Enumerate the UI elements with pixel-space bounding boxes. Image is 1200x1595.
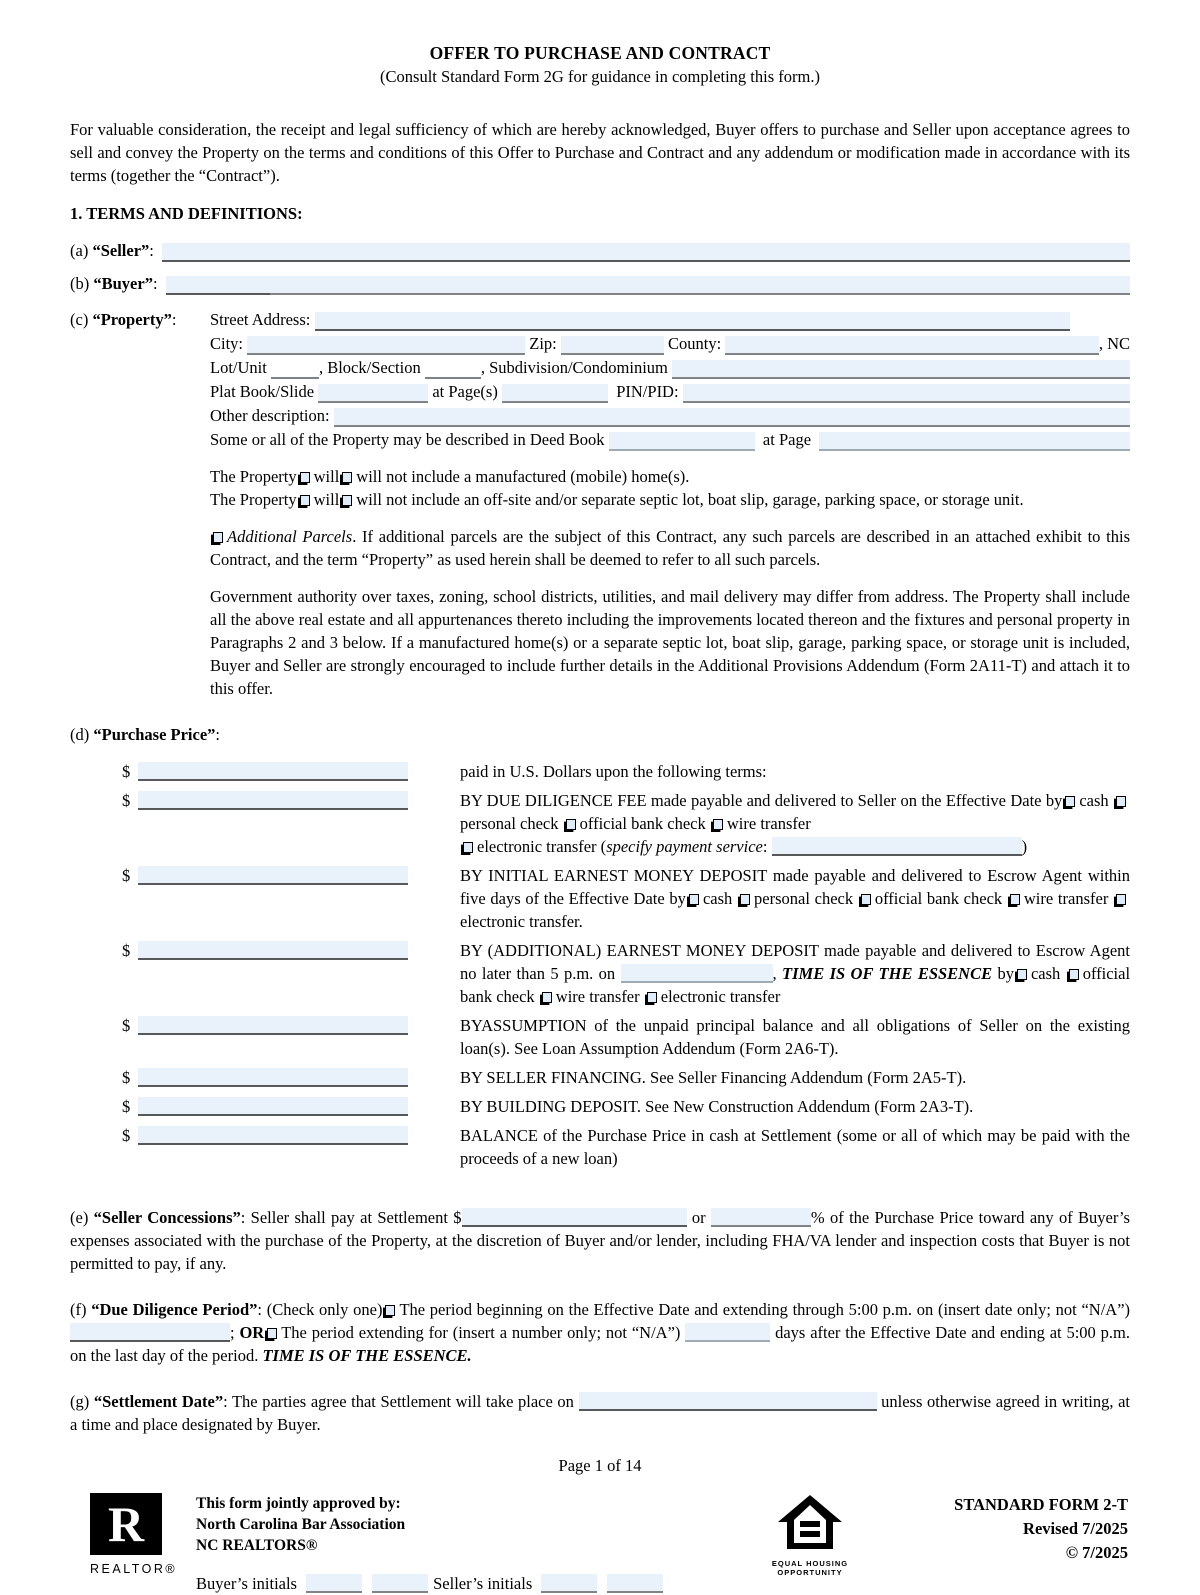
text-fragment: or: [686, 1208, 711, 1227]
settlement-date-term: “Settlement Date”: [93, 1392, 224, 1411]
iemd-electronic-transfer-checkbox[interactable]: [1116, 894, 1126, 905]
seller-financing-field[interactable]: [138, 1068, 408, 1087]
dd-period-days-field[interactable]: [685, 1323, 770, 1342]
realtor-logo-box: [90, 1493, 162, 1555]
dd-cash-checkbox[interactable]: [1065, 796, 1075, 807]
balance-field[interactable]: [138, 1126, 408, 1145]
specify-payment-service-label: specify payment service: [606, 837, 763, 856]
mobile-home-clause: [210, 465, 1130, 511]
pages-field[interactable]: [502, 384, 608, 403]
property-section: [70, 308, 1130, 700]
additional-parcels-title: Additional Parcels: [227, 527, 353, 546]
text-fragment: : (Check only one): [257, 1300, 383, 1319]
form-revised: Revised 7/2025: [1023, 1519, 1128, 1538]
seller-initials-field-2[interactable]: [607, 1574, 663, 1593]
text-fragment: official bank check: [874, 889, 1003, 908]
text-fragment: (g): [70, 1392, 90, 1411]
dollar-sign: $: [122, 941, 131, 960]
intro-paragraph: For valuable consideration, the receipt and legal sufficiency of which are hereby acknowledged, Buyer offers to purchase and Seller upon acceptance agrees to sell and convey the Property on the terms and conditions of this Offer to Purchase and Contract and any addendum or modification made in accordance with its terms (together the “Contract”).: [70, 120, 1130, 185]
text-fragment: by: [992, 964, 1014, 983]
aemd-wire-transfer-checkbox[interactable]: [542, 992, 552, 1003]
buyer-field[interactable]: [166, 276, 270, 295]
other-description-label: Other description:: [210, 406, 330, 425]
city-label: City:: [210, 334, 244, 353]
deed-page-label: at Page: [762, 430, 812, 449]
equal-housing-logo: [750, 1493, 870, 1595]
text-fragment: wire transfer: [726, 814, 811, 833]
lot-block-subdivision-line: [210, 356, 1130, 379]
text-fragment: :: [762, 837, 772, 856]
due-diligence-period-paragraph: [70, 1298, 1130, 1367]
approval-block: [180, 1493, 750, 1595]
text-fragment: . If additional parcels are the subject of this Contract, any such parcels are described in an attached exhibit to this Contract, and the term “Property” as used herein shall be deemed to refer to all such parcels.: [210, 527, 1130, 569]
additional-emd-field[interactable]: [138, 941, 408, 960]
city-zip-county-line: [210, 332, 1130, 355]
seller-concessions-paragraph: [70, 1206, 1130, 1275]
text-fragment: cash: [1030, 964, 1061, 983]
seller-label: (a) “Seller”:: [70, 241, 154, 260]
street-address-label: Street Address:: [210, 310, 311, 329]
buyer-initials-field-2[interactable]: [372, 1574, 428, 1593]
text-fragment: will: [313, 467, 340, 486]
other-description-field[interactable]: [334, 408, 1130, 427]
other-description-line: [210, 404, 1130, 427]
deed-book-line: [210, 428, 1130, 451]
price-row-assumption-desc: BYASSUMPTION of the unpaid principal balance and all obligations of Seller on the existing loan(s). See Loan Assumption Addendum (Form 2A6-T).: [460, 1016, 1130, 1058]
section-1-heading: [70, 202, 1130, 225]
page-title: OFFER TO PURCHASE AND CONTRACT: [429, 43, 771, 63]
dollar-sign: $: [122, 791, 131, 810]
settlement-date-paragraph: [70, 1390, 1130, 1436]
buyer-field-continued[interactable]: [270, 276, 1130, 295]
section-title: TERMS AND DEFINITIONS: [86, 204, 298, 223]
text-fragment: electronic transfer (: [477, 837, 607, 856]
price-row-initial-emd: [70, 864, 1130, 933]
price-row-initial-emd-desc: [460, 864, 1130, 933]
dollar-sign: $: [122, 762, 131, 781]
initial-emd-field[interactable]: [138, 866, 408, 885]
settlement-date-field[interactable]: [579, 1392, 877, 1411]
aemd-official-bank-check-checkbox[interactable]: [1069, 969, 1079, 980]
deed-book-field[interactable]: [609, 432, 755, 451]
price-row-balance: [70, 1124, 1130, 1170]
realtor-logo-letter: R: [107, 1496, 145, 1552]
price-row-building-deposit: [70, 1095, 1130, 1118]
block-label: , Block/Section: [318, 358, 421, 377]
text-fragment: The Property: [210, 467, 297, 486]
dd-electronic-transfer-checkbox[interactable]: [463, 842, 473, 853]
dollar-sign: $: [122, 1068, 131, 1087]
section-number: 1.: [70, 204, 87, 223]
text-fragment: will: [313, 490, 340, 509]
price-row-additional-emd: [70, 939, 1130, 1008]
buyer-label: (b) “Buyer”:: [70, 274, 158, 293]
will-include-mobile-checkbox[interactable]: [300, 472, 310, 483]
text-fragment: ,: [772, 964, 783, 983]
text-fragment: The period beginning on the Effective Date and extending through 5:00 p.m. on (insert date only; not “N/A”): [399, 1300, 1131, 1319]
iemd-cash-checkbox[interactable]: [689, 894, 699, 905]
iemd-official-bank-check-checkbox[interactable]: [861, 894, 871, 905]
text-fragment: The period extending for (insert a number only; not “N/A”): [281, 1323, 681, 1342]
dd-personal-check-checkbox[interactable]: [1116, 796, 1126, 807]
initials-line: [196, 1572, 750, 1595]
section-colon: :: [297, 204, 303, 223]
price-row-due-diligence: [70, 789, 1130, 858]
county-label: County:: [668, 334, 722, 353]
text-fragment: BY (ADDITIONAL) EARNEST MONEY DEPOSIT made payable and delivered to Escrow Agent no later than 5 p.m. on: [460, 941, 1130, 983]
price-row-total: [70, 760, 1130, 783]
additional-parcels-clause: [210, 525, 1130, 571]
iemd-wire-transfer-checkbox[interactable]: [1010, 894, 1020, 905]
equal-housing-line2: OPPORTUNITY: [777, 1568, 843, 1577]
total-amount-field[interactable]: [138, 762, 408, 781]
form-version-block: [870, 1493, 1130, 1595]
street-address-field[interactable]: [315, 312, 1071, 331]
text-fragment: official bank check: [579, 814, 706, 833]
seller-field[interactable]: [162, 243, 1130, 262]
text-fragment: : The parties agree that Settlement will take place on: [223, 1392, 574, 1411]
text-fragment: cash: [1079, 791, 1109, 810]
seller-concessions-term: “Seller Concessions”: [93, 1208, 241, 1227]
due-diligence-term: “Due Diligence Period”: [91, 1300, 258, 1319]
pin-label: PIN/PID:: [616, 382, 679, 401]
nc-suffix: , NC: [1098, 334, 1130, 353]
time-essence-text: TIME IS OF THE ESSENCE.: [262, 1346, 472, 1365]
dd-official-bank-check-checkbox[interactable]: [566, 819, 576, 830]
subdivision-field[interactable]: [672, 360, 1130, 379]
payment-service-field[interactable]: [772, 837, 1022, 856]
equal-housing-line1: EQUAL HOUSING: [771, 1559, 849, 1568]
deed-book-label: Some or all of the Property may be described in Deed Book: [210, 430, 605, 449]
street-address-line: [210, 308, 1130, 331]
zip-label: Zip:: [529, 334, 557, 353]
form-copyright: © 7/2025: [1065, 1543, 1128, 1562]
text-fragment: days after the Effective Date and ending at 5:00 p.m. on the last day of the period.: [70, 1323, 1130, 1365]
aemd-electronic-transfer-checkbox[interactable]: [647, 992, 657, 1003]
price-row-seller-financing-desc: BY SELLER FINANCING. See Seller Financing Addendum (Form 2A5-T).: [460, 1068, 967, 1087]
text-fragment: (e): [70, 1208, 89, 1227]
assumption-field[interactable]: [138, 1016, 408, 1035]
seller-line: [70, 239, 1130, 262]
price-row-due-diligence-desc: [460, 789, 1130, 858]
text-fragment: electronic transfer: [660, 987, 781, 1006]
block-blank[interactable]: [425, 362, 481, 379]
dollar-sign: $: [122, 866, 131, 885]
aemd-cash-checkbox[interactable]: [1017, 969, 1027, 980]
dd-period-option1-checkbox[interactable]: [385, 1305, 395, 1316]
building-deposit-field[interactable]: [138, 1097, 408, 1116]
price-row-assumption: [70, 1014, 1130, 1060]
zip-field[interactable]: [561, 336, 664, 355]
text-fragment: BY DUE DILIGENCE FEE made payable and delivered to Seller on the Effective Date by: [460, 791, 1063, 810]
realtor-logo-caption: REALTOR®: [90, 1562, 178, 1576]
realtor-logo: [70, 1493, 180, 1595]
dollar-sign: $: [122, 1097, 131, 1116]
will-include-offsite-checkbox[interactable]: [300, 495, 310, 506]
property-label: (c) “Property”:: [70, 310, 177, 329]
county-field[interactable]: [725, 336, 1099, 355]
text-fragment: will not include an off-site and/or separate septic lot, boat slip, garage, parking space, or storage unit.: [356, 490, 1024, 509]
approved-by-text: This form jointly approved by:: [196, 1495, 401, 1512]
concessions-percent-field[interactable]: [711, 1208, 811, 1227]
price-row-additional-emd-desc: [460, 939, 1130, 1008]
price-row-seller-financing: [70, 1066, 1130, 1089]
text-fragment: wire transfer: [1023, 889, 1109, 908]
buyers-initials-label: Buyer’s initials: [196, 1574, 297, 1593]
dollar-sign: $: [122, 1016, 131, 1035]
price-row-balance-desc: BALANCE of the Purchase Price in cash at Settlement (some or all of which may be paid with the proceeds of a new loan): [460, 1126, 1130, 1168]
text-fragment: % of the Purchase Price toward any of Buyer’s expenses associated with the purchase of the Property, at the discretion of Buyer and/or lender, including FHA/VA lender and inspection costs that Buyer is not permitted to pay, if any.: [70, 1208, 1130, 1273]
subdivision-label: , Subdivision/Condominium: [480, 358, 668, 377]
equal-housing-house-icon: [778, 1495, 842, 1551]
price-row-total-desc: paid in U.S. Dollars upon the following terms:: [460, 762, 767, 781]
text-fragment: (f): [70, 1300, 87, 1319]
text-fragment: electronic transfer.: [460, 912, 583, 931]
text-fragment: will not include a manufactured (mobile) home(s).: [356, 467, 690, 486]
page-number: Page 1 of 14: [558, 1456, 642, 1475]
text-fragment: official bank check: [460, 964, 1131, 1006]
iemd-personal-check-checkbox[interactable]: [740, 894, 750, 905]
price-row-building-deposit-desc: BY BUILDING DEPOSIT. See New Construction Addendum (Form 2A3-T).: [460, 1097, 974, 1116]
will-not-include-offsite-checkbox[interactable]: [342, 495, 352, 506]
page-subtitle: (Consult Standard Form 2G for guidance in completing this form.): [380, 67, 820, 86]
time-essence-text: TIME IS OF THE ESSENCE: [782, 964, 993, 983]
text-fragment: personal check: [754, 889, 854, 908]
due-diligence-fee-field[interactable]: [138, 791, 408, 810]
form-name: STANDARD FORM 2-T: [954, 1495, 1128, 1514]
text-fragment: personal check: [460, 814, 559, 833]
text-fragment: wire transfer: [555, 987, 640, 1006]
additional-parcels-checkbox[interactable]: [213, 532, 223, 543]
footer: [70, 1493, 1130, 1595]
dd-period-date-field[interactable]: [70, 1323, 230, 1342]
pages-label: at Page(s): [432, 382, 498, 401]
plat-book-line: [210, 380, 1130, 403]
property-body: [210, 308, 1130, 700]
text-fragment: unless otherwise agreed in writing, at a time and place designated by Buyer.: [70, 1392, 1131, 1434]
city-field[interactable]: [247, 336, 525, 355]
deed-page-field[interactable]: [819, 432, 1130, 451]
lot-blank[interactable]: [271, 362, 319, 379]
government-authority-paragraph: Government authority over taxes, zoning, school districts, utilities, and mail delivery may differ from address. The Property shall include all the above real estate and all appurtenances thereto including the improvements located thereon and the fixtures and personal property in Paragraphs 2 and 3 below. If a manufactured home(s) or a separate septic lot, boat slip, garage, parking space, or storage unit is included, Buyer and Seller are strongly encouraged to include further details in the Additional Provisions Addendum (Form 2A11-T) and attach it to this offer.: [210, 587, 1130, 698]
text-fragment: ;: [230, 1323, 240, 1342]
plat-field[interactable]: [318, 384, 428, 403]
plat-label: Plat Book/Slide: [210, 382, 315, 401]
sellers-initials-label: Seller’s initials: [433, 1574, 533, 1593]
or-text: OR: [239, 1323, 265, 1342]
text-fragment: BY INITIAL EARNEST MONEY DEPOSIT made payable and delivered to Escrow Agent within five days of the Effective Date by: [460, 866, 1130, 908]
pin-field[interactable]: [683, 384, 1130, 403]
dd-period-option2-checkbox[interactable]: [267, 1328, 277, 1339]
org-nc-bar: North Carolina Bar Association: [196, 1516, 406, 1533]
concessions-amount-field[interactable]: [462, 1208, 687, 1227]
text-fragment: : Seller shall pay at Settlement $: [240, 1208, 462, 1227]
purchase-price-heading: (d) “Purchase Price”:: [70, 725, 221, 744]
buyer-line: [70, 272, 1130, 295]
text-fragment: ): [1021, 837, 1028, 856]
lot-label: Lot/Unit: [210, 358, 267, 377]
additional-emd-date-field[interactable]: [621, 964, 773, 983]
dollar-sign: $: [122, 1126, 131, 1145]
text-fragment: The Property: [210, 490, 297, 509]
buyer-initials-field-1[interactable]: [306, 1574, 362, 1593]
dd-wire-transfer-checkbox[interactable]: [713, 819, 723, 830]
equal-housing-caption: [750, 1559, 870, 1577]
text-fragment: cash: [702, 889, 733, 908]
seller-initials-field-1[interactable]: [541, 1574, 597, 1593]
will-not-include-mobile-checkbox[interactable]: [342, 472, 352, 483]
org-nc-realtors: NC REALTORS®: [196, 1537, 318, 1554]
